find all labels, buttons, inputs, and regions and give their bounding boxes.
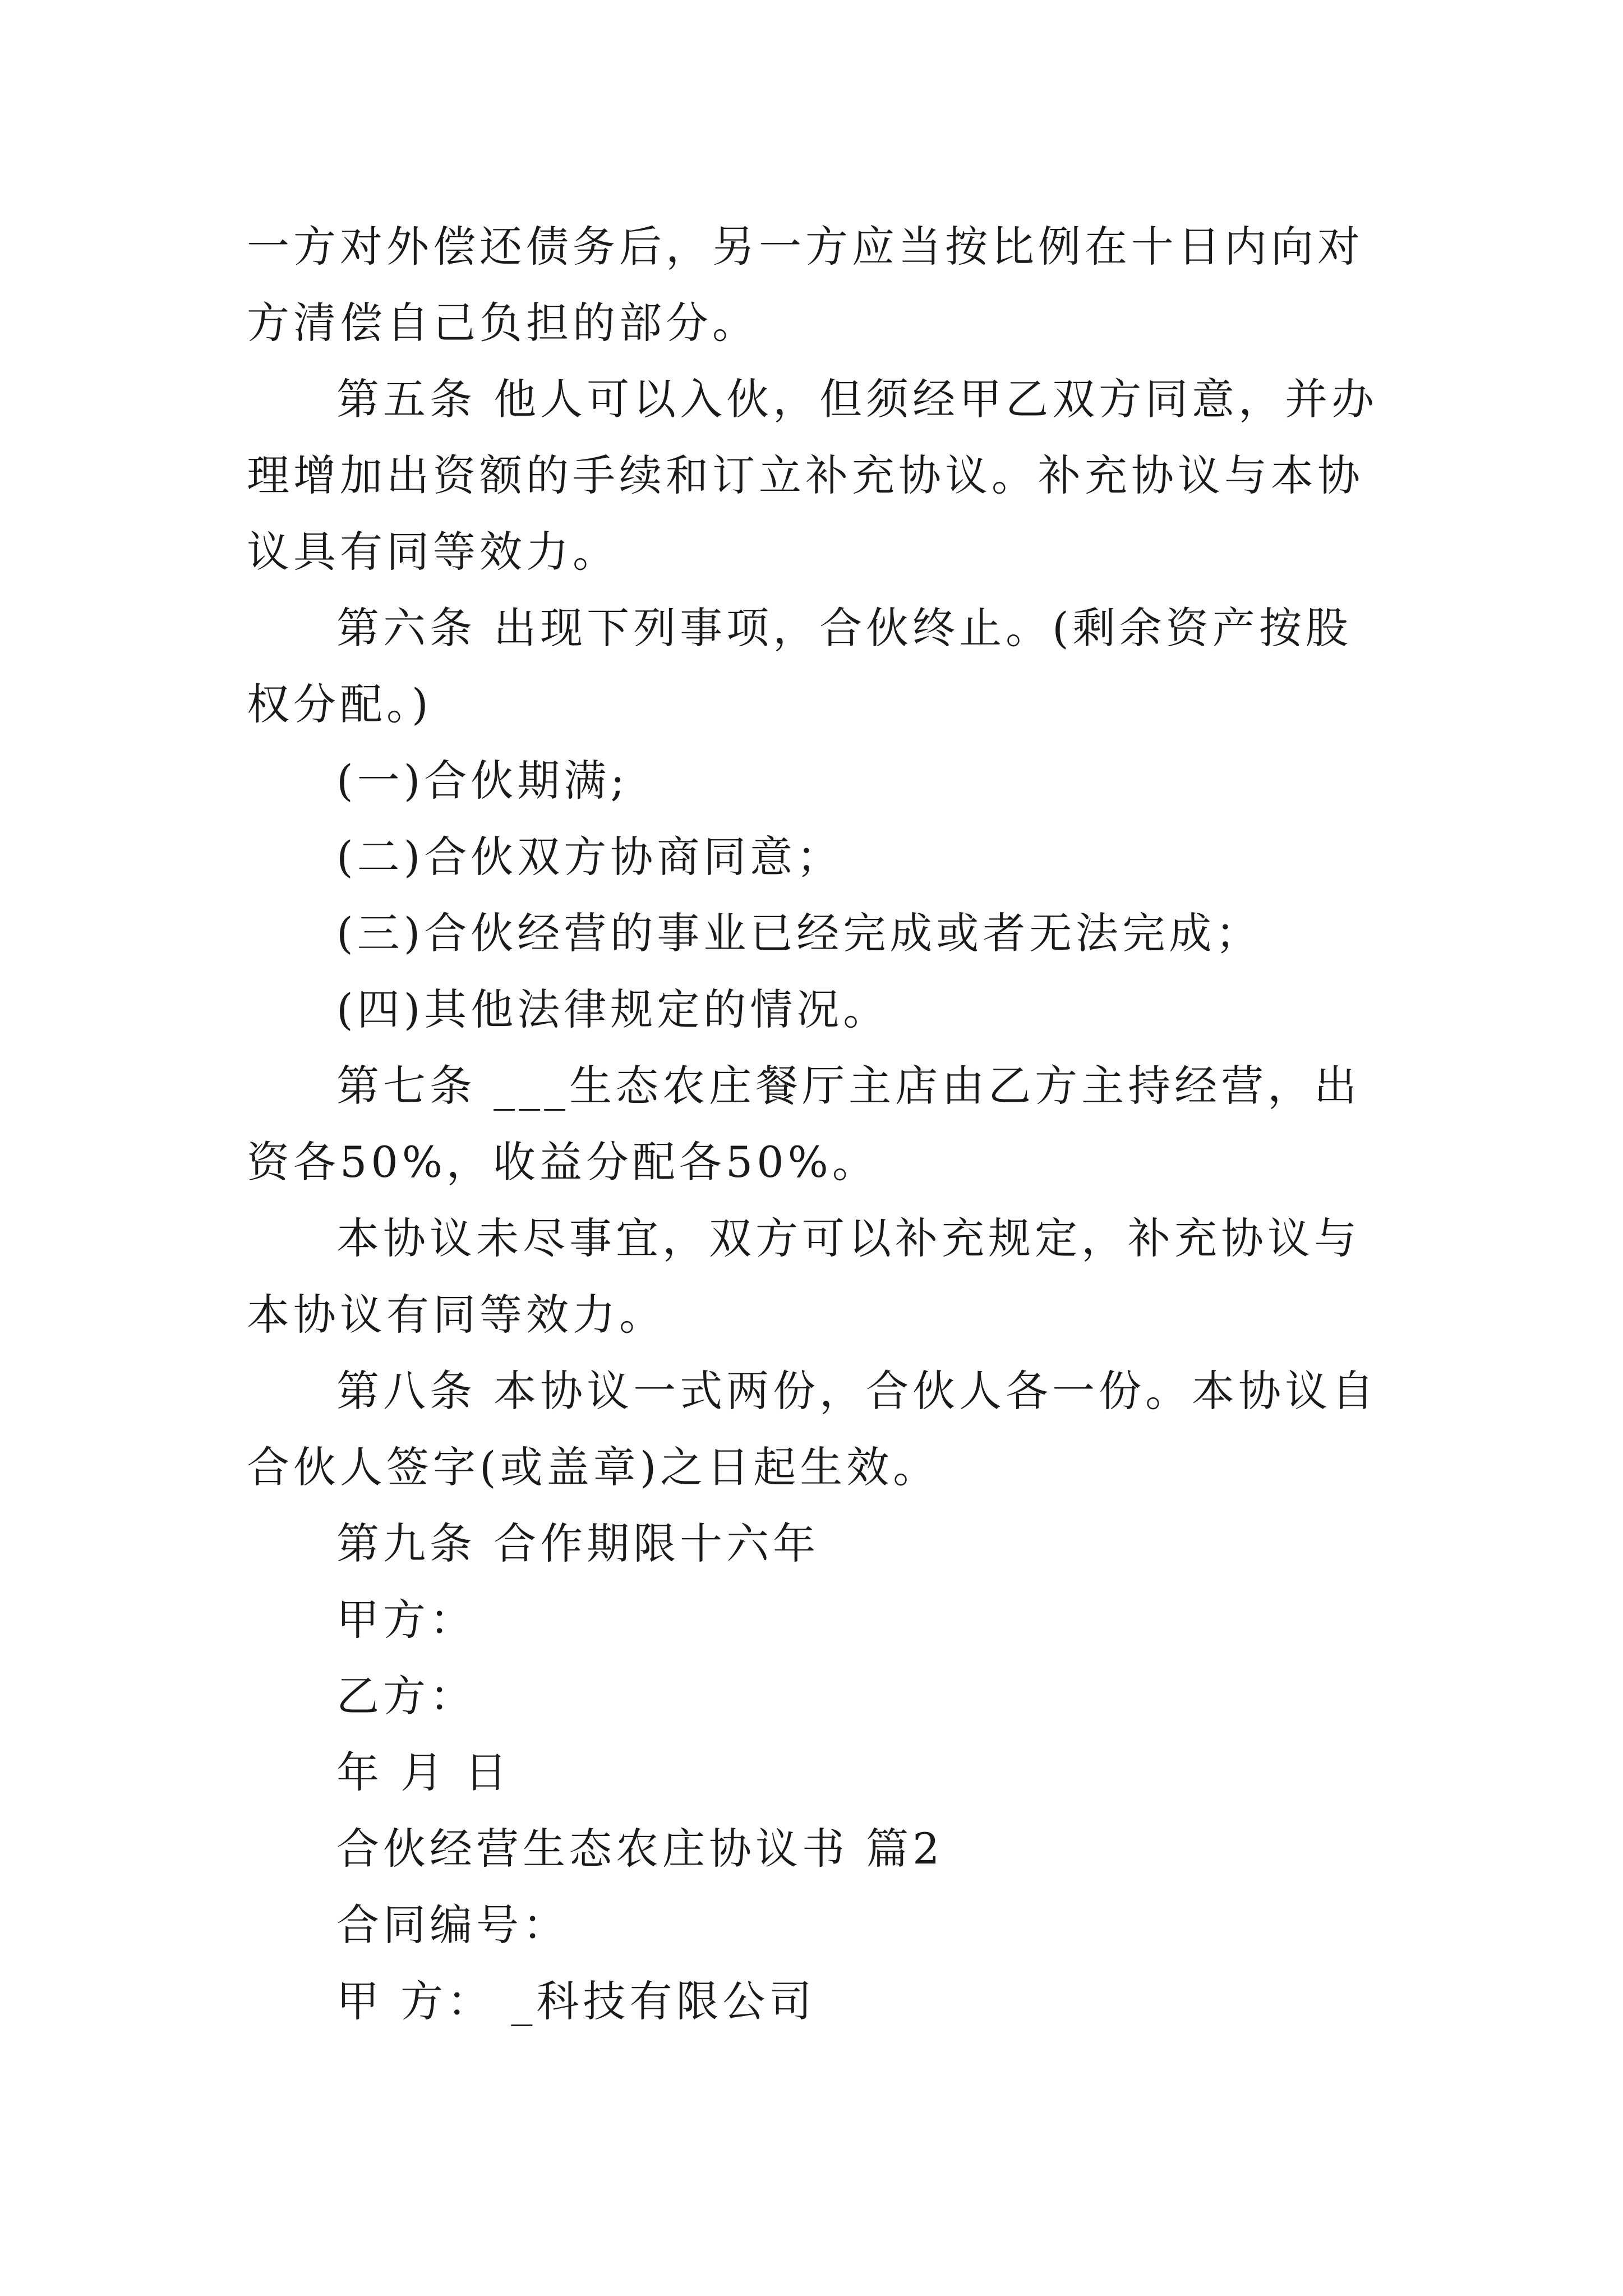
list-item-termination-4: (四)其他法律规定的情况。 [336, 984, 890, 1034]
party-a-company: 甲 方： _科技有限公司 [336, 1976, 816, 2026]
section-title-part-2: 合伙经营生态农庄协议书 篇2 [336, 1824, 944, 1874]
list-item-termination-3: (三)合伙经营的事业已经完成或者无法完成； [336, 908, 1262, 958]
contract-number-label: 合同编号： [336, 1900, 569, 1950]
paragraph-debt-repayment: 一方对外偿还债务后，另一方应当按比例在十日内向对方清偿自己负担的部分。 [247, 222, 1364, 348]
paragraph-article-5: 第五条 他人可以入伙，但须经甲乙双方同意，并办理增加出资额的手续和订立补充协议。补充协议与本协议具有同等效力。 [247, 374, 1378, 577]
list-item-termination-2: (二)合伙双方协商同意； [336, 832, 843, 882]
signature-date: 年 月 日 [336, 1747, 511, 1797]
paragraph-article-8: 第八条 本协议一式两份，合伙人各一份。本协议自合伙人签字(或盖章)之日起生效。 [247, 1366, 1378, 1492]
document-body [247, 209, 1391, 2040]
paragraph-supplementary: 本协议未尽事宜，双方可以补充规定，补充协议与本协议有同等效力。 [247, 1213, 1361, 1340]
paragraph-article-6: 第六条 出现下列事项，合伙终止。(剩余资产按股权分配。) [247, 603, 1352, 729]
paragraph-article-7: 第七条 ___生态农庄餐厅主店由乙方主持经营，出资各50%，收益分配各50%。 [247, 1061, 1361, 1187]
paragraph-article-9: 第九条 合作期限十六年 [336, 1519, 820, 1568]
signature-party-b: 乙方： [336, 1671, 476, 1721]
list-item-termination-1: (一)合伙期满; [336, 756, 629, 806]
signature-party-a: 甲方： [336, 1595, 476, 1645]
